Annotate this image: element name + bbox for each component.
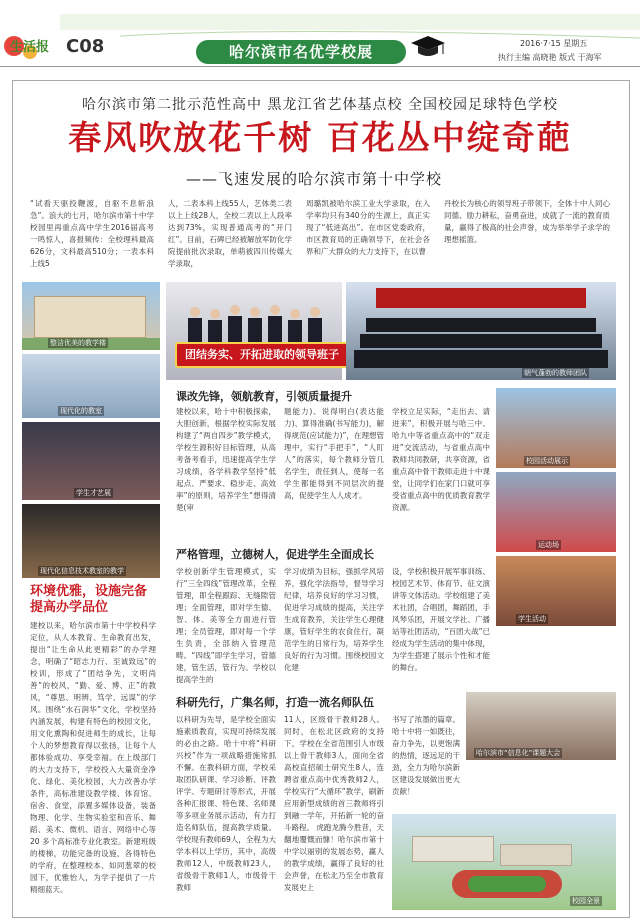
column-ribbon	[196, 40, 406, 64]
caption-rec: 学生活动	[518, 615, 546, 623]
caption-award: 哈尔滨市“信息化”课题大会	[476, 749, 561, 757]
intro-column-3: 周璐凯被哈尔滨工业大学录取，在入学率均只有340分的生源上，真正实现了“低进高出”。在市区党委政府，市区教育局的正确领导下，在社会各界和广大群众的大力支持下，在以曹	[306, 199, 430, 256]
photo-teachers	[346, 282, 616, 380]
photo-campus-building	[22, 282, 160, 350]
teacher-rows	[346, 282, 616, 380]
header-divider	[0, 66, 640, 67]
page-header	[0, 0, 640, 66]
caption-field: 运动场	[538, 541, 559, 549]
caption-campus-building: 整洁优美的教学楼	[50, 339, 106, 347]
graduation-cap-icon	[410, 34, 446, 60]
caption-classroom: 现代化的教室	[60, 407, 102, 415]
caption-outdoor: 校园活动展示	[526, 457, 568, 465]
photo-meeting	[22, 504, 160, 578]
caption-teachers: 朝气蓬勃的教师团队	[524, 369, 587, 377]
left-section-heading: 环境优雅，设施完备提高办学品位	[30, 584, 148, 615]
section1-col3: 学校立足实际，“走出去、请进来”，积极开展与哈三中、哈九中等省重点高中的“双走进”交流活动，与省重点高中教师共同教研，共享资源，省重点高中骨干教师走进十中课堂，让同学们在家门口就可享受省重点高中的优质教育教学资源。	[392, 407, 490, 512]
brand-logo: 生活报	[10, 40, 50, 55]
page-number: C08	[66, 36, 105, 57]
section2-col3: 设，学校积极开展军事训练、校园艺术节、体育节、征文演讲等文体活动。学校组建了美术社团，合唱团，舞蹈团，手风琴乐团，开展文学社、广播站等社团活动，“百团大战”已经成为学生活动的集中体现，为学生搭建了展示个性和才能的舞台。	[392, 567, 490, 672]
section1-col2: 题能力)、说得明白(表达能力)、算得准确(书写能力)，解得规范(应试能力)”，在理想管理中，实行“手把手”，“人盯人”的落实，每个教师分管几名学生，责任到人，使每一名学生都能得到不同层次的提高，促使学生人人成才。	[284, 407, 384, 500]
section2-col1: 学校创新学生管理模式，实行“三全四线”管理改革，全程管理，即全程跟踪、无缝隙管理；全面管理，即对学生德、智、体、美等全方面进行管理；全员管理，即对每一个学生负责，全部纳入管理范畴。“四线”即学生学习，管德建，管生活，管行为。学校以提高学生的	[176, 567, 276, 684]
section3-heading: 科研先行，广集名师，打造一流名师队伍	[176, 696, 374, 709]
photo-rec	[496, 556, 616, 626]
photo-award	[466, 692, 616, 760]
photo-field	[496, 472, 616, 552]
caption-art-show: 学生才艺展	[76, 489, 111, 497]
section2-col2: 学习成绩为目标，强抓学风培养，强化学法指导，督导学习纪律，培养良好的学习习惯，促进学习成绩的提高，关注学生成育教养，关注学生心理健康，管好学生的农食住行，凝范学生的日常行为，培养学生良好的行为习惯。围绕校园文化建	[284, 567, 384, 672]
intro-column-4: 丹校长为核心的领导班子带领下，全体十中人同心同德、励力耕耘，奋勇奋进，成就了一流的教育质量，赢得了极高的社会声誉，成为举举学子求学的理想摇篮。	[444, 199, 610, 244]
photo-art-show	[22, 422, 160, 500]
issue-date: 2016·7·15 星期五	[520, 39, 588, 48]
column-title: 哈尔滨市名优学校展	[228, 43, 373, 61]
section1-col1: 建校以来，哈十中积极探索，大胆创新，根据学校实际发展构建了“两自四步”教学模式，学校生源积好目标管理，从高考备考看手，迅速提高学生学习成绩，各学科教学坚持“低起点、严要求、稳步走、高效率”的原则，培养学生“想得清楚(审	[176, 407, 276, 512]
photo-outdoor	[496, 388, 616, 468]
section2-heading: 严格管理，立德树人，促进学生全面成长	[176, 548, 374, 561]
photo-classroom	[22, 354, 160, 418]
caption-meeting: 现代化信息技术教室的教学	[40, 567, 124, 575]
photo-aerial-campus	[392, 814, 616, 910]
leadership-banner: 团结务实、开拓进取的领导班子	[175, 342, 349, 368]
section1-heading: 课改先锋，领航教育，引领质量提升	[176, 390, 352, 403]
intro-column-2: 人，二表本科上线55人，艺体类二表以上上线28人，全校二表以上人段率达到73%，实现普通高考的“开门红”。目前，石碑已经被解放军防化学院提前批次录取，单萌被四川传媒大学录取，	[168, 199, 292, 268]
caption-aerial-campus: 校园全景	[572, 897, 600, 905]
intro-column-1: “试看天驱投鞭渡，自驱不息斩浪急”。浪大的七月，哈尔滨市第十中学校园里再重点高中学生2016届高考一鸣惊人，喜报频传：全校理科最高626分，文科最高510分；一表本科上线5	[30, 199, 154, 268]
section3-col2: 11人，区级骨干教师28人。同时，在松北区政府的支持下，学校在全省范围引人市级以上骨干教师3人，面向全省高校直招硕士研究生8人，连聘省重点高中优秀教师2人，学校实行“大循环”教学，刷新应用新型成绩的首三教师将引到融一学年，开拓新一轮的奋斗路程。 虎跑龙腾今胜昔，天翻地覆慨而慷！哈尔滨市第十中学以丽别的发展态势，赢人的教学成绩，赢得了良好的社会声誉，在松北乃至全市教育发展史上	[284, 715, 384, 892]
editor-credits: 执行主编 高晓艳 版式 于海军	[498, 53, 602, 62]
headline: 春风吹放花千树 百花丛中绽奇葩	[68, 118, 572, 157]
section3-col1: 以科研为先导，是学校全面实施素质教育，实现可持续发展的必由之路。哈十中将“科研兴校”作为一项战略措施常抓不懈。在教科研方面，学校采取团队研课、学习诊断、评教评学、专题研讨等形式，开展各种汇报课、特色课、名师课等多项业务展示活动，有力打造名师队伍，提高教学质量。学校现有教师69人，全程为大学本科以上学历，其中，高级教师12人，中级教师23人，省级骨干教师1人，市级骨干教师	[176, 715, 276, 892]
supra-title: 哈尔滨市第二批示范性高中 黑龙江省艺体基点校 全国校园足球特色学校	[82, 97, 558, 113]
left-section-body: 建校以来，哈尔滨市第十中学校科学定位，从人本教育、生命教育出发，提出“让生命从此更精彩”的办学理念，明确了“昭志力行、至诚致远”的校训，形成了“团结争先，文明尚善”的校风，“勤、爱、博、正”的教风，“尊思、明辨、笃学、远谋”的学风。围绕“水石润华”文化，学校坚持内涵发展，构建有特色的校园文化，用文化熏陶和促进师生的成长，让每个人的梦想教育得以张扬，让每个人都体验成功、享受幸福。在上级部门的大力支持下，学校投入大量资金净化、绿化、美化校园，大力改善办学条件，高标准建设教学楼、体育馆、宿舍、食堂，添置多媒体设备，装备物理、化学、生物实验室和音乐、舞蹈、美术、微机、语言、网络中心等 20 多个高标准专业化教室。新建班级的楼梯，功能完备的设施，各得特色的学府，在整理校本、如同葱翠的校园下，优雅怡人，为学子提供了一片精细蓝天。	[30, 621, 156, 894]
section3-col3: 书写了浓墨的篇章。哈十中将一如既往，奋力争先，以更饱满的热情，逐远足的干劲，全力为哈尔滨新区建设发展做出更大贡献！	[392, 715, 460, 796]
subtitle: ——飞速发展的哈尔滨市第十中学校	[186, 170, 443, 188]
